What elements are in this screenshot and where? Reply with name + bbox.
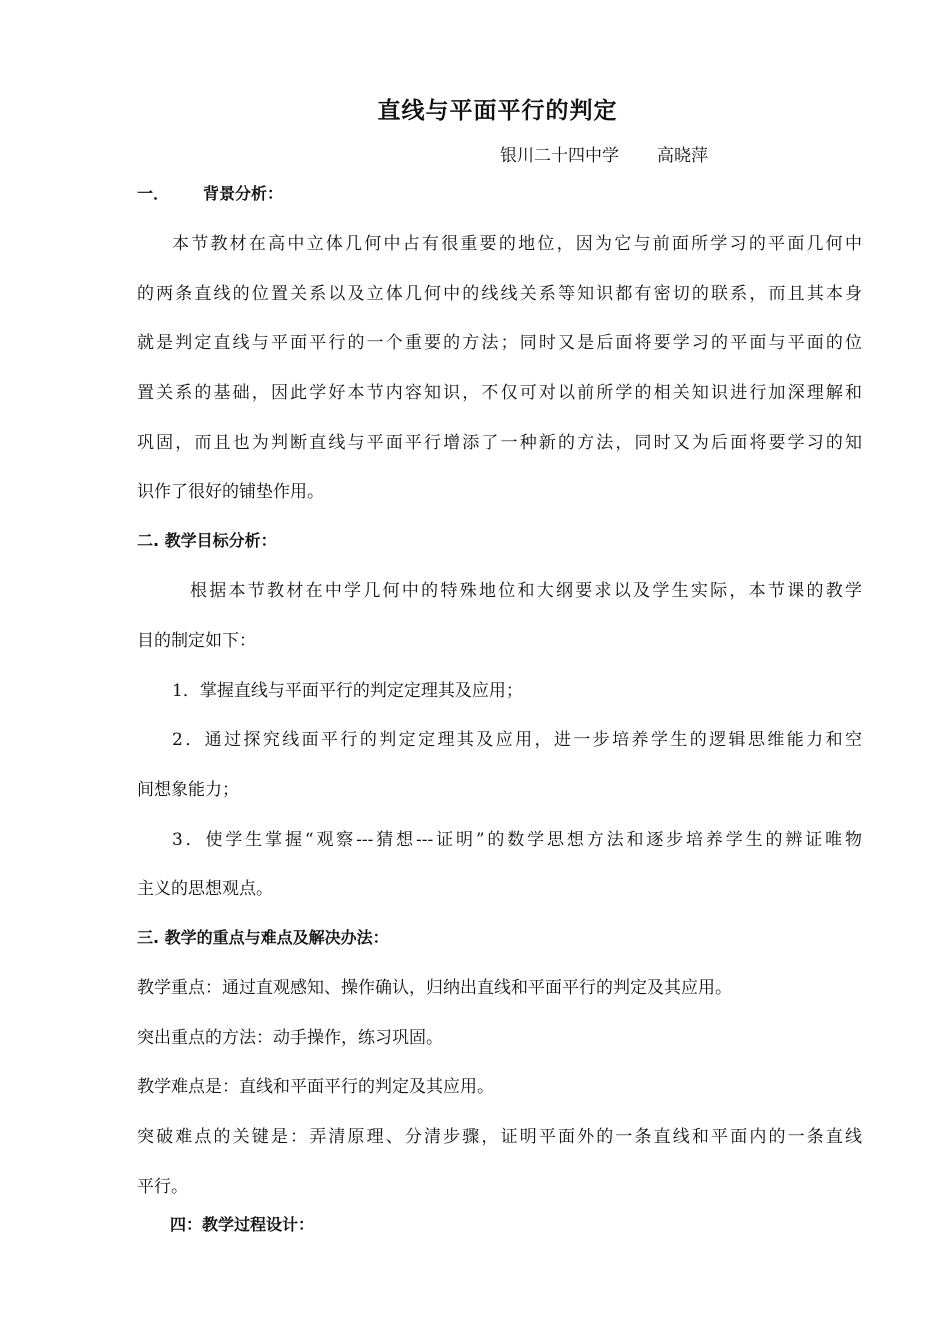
paragraph-line: 就是判定直线与平面平行的一个重要的方法；同时又是后面将要学习的平面与平面的位 xyxy=(137,333,862,353)
goal-item: 3．使学生掌握“观察---猜想---证明”的数学思想方法和逐步培养学生的辨证唯物 xyxy=(172,830,862,850)
goal-item: 2．通过探究线面平行的判定定理其及应用，进一步培养学生的逻辑思维能力和空 xyxy=(172,730,862,750)
paragraph-line: 平行。 xyxy=(137,1177,188,1197)
paragraph-line: 目的制定如下： xyxy=(137,631,256,651)
goal-item-continued: 间想象能力； xyxy=(137,780,239,800)
section-title: 背景分析： xyxy=(203,184,284,203)
school-name: 银川二十四中学 xyxy=(500,146,619,166)
paragraph-line: 巩固，而且也为判断直线与平面平行增添了一种新的方法，同时又为后面将要学习的知 xyxy=(137,433,862,453)
paragraph-line: 根据本节教材在中学几何中的特殊地位和大纲要求以及学生实际，本节课的教学 xyxy=(190,581,862,601)
author-name: 高晓萍 xyxy=(657,146,708,166)
paragraph-line: 突出重点的方法：动手操作，练习巩固。 xyxy=(137,1028,443,1048)
paragraph-line: 突破难点的关键是：弄清原理、分清步骤，证明平面外的一条直线和平面内的一条直线 xyxy=(137,1127,862,1147)
section-heading-key-points: 三. 教学的重点与难点及解决办法： xyxy=(137,928,389,947)
paragraph-line: 教学难点是：直线和平面平行的判定及其应用。 xyxy=(137,1077,494,1097)
section-number: 一． xyxy=(137,184,170,203)
paragraph-line: 的两条直线的位置关系以及立体几何中的线线关系等知识都有密切的联系，而且其本身 xyxy=(137,284,862,304)
section-heading-background xyxy=(137,181,283,204)
goal-item-continued: 主义的思想观点。 xyxy=(137,879,273,899)
paragraph-line: 识作了很好的铺垫作用。 xyxy=(137,482,324,502)
goal-item: 1．掌握直线与平面平行的判定定理其及应用； xyxy=(172,681,523,701)
byline xyxy=(500,141,708,166)
document-title: 直线与平面平行的判定 xyxy=(377,98,618,124)
section-heading-objectives: 二. 教学目标分析： xyxy=(137,531,277,550)
paragraph-line: 教学重点：通过直观感知、操作确认，归纳出直线和平面平行的判定及其应用。 xyxy=(137,978,732,998)
section-heading-process: 四：教学过程设计： xyxy=(170,1215,315,1234)
paragraph-line: 置关系的基础，因此学好本节内容知识，不仅可对以前所学的相关知识进行加深理解和 xyxy=(137,383,862,403)
paragraph-line: 本节教材在高中立体几何中占有很重要的地位，因为它与前面所学习的平面几何中 xyxy=(172,234,862,254)
